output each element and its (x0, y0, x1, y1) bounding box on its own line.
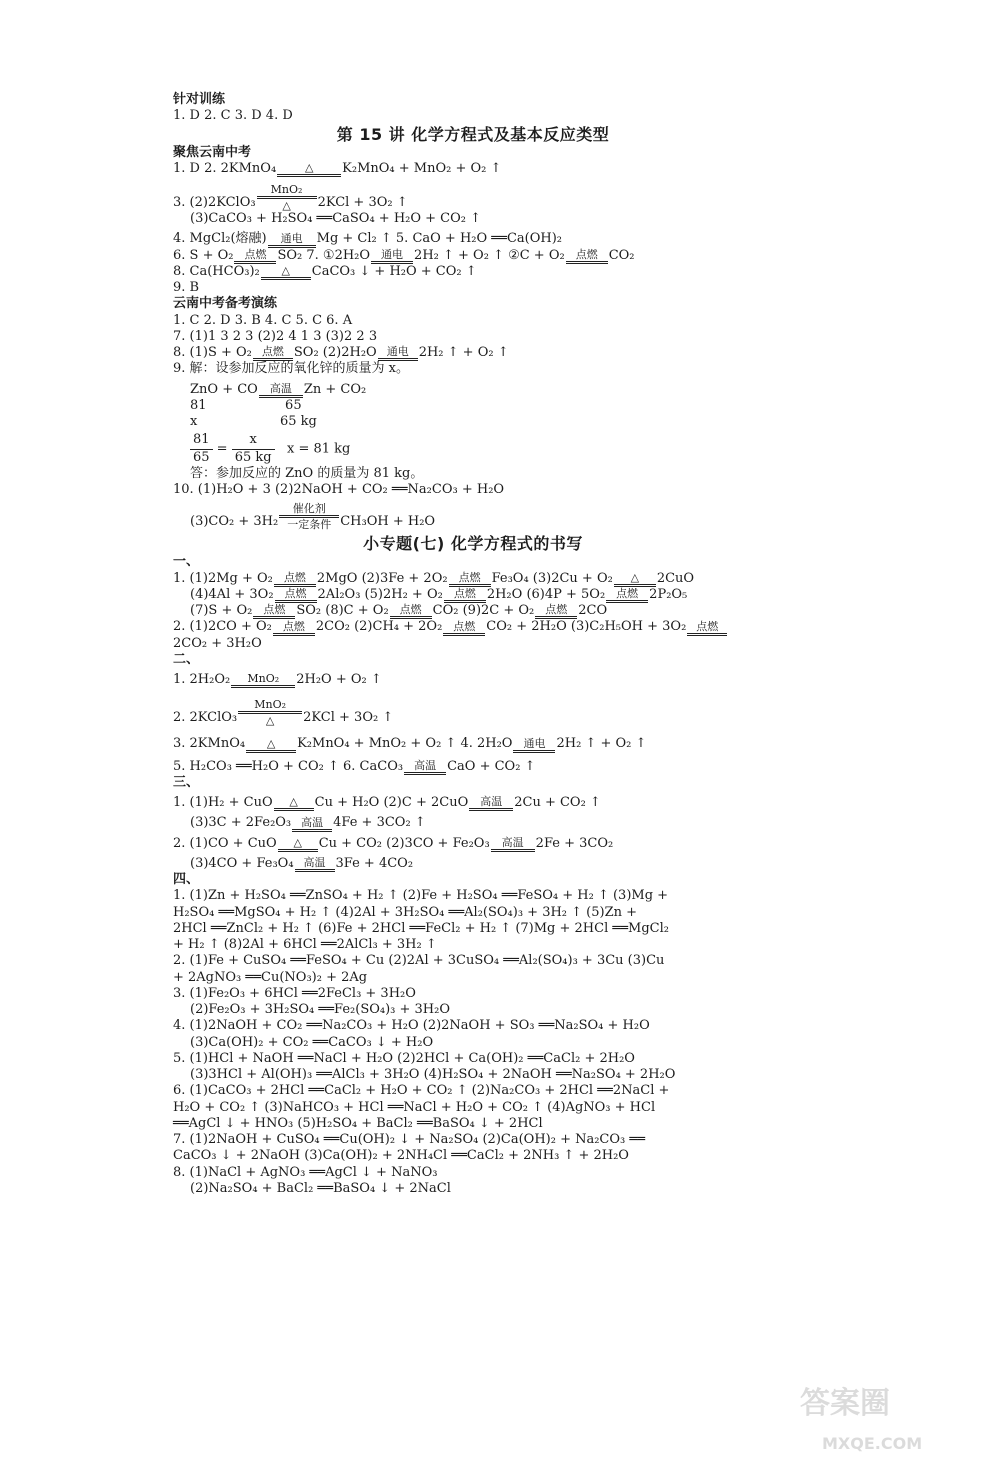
topic-title: 小专题(七) 化学方程式的书写 (363, 534, 583, 554)
practice-answers (173, 313, 773, 531)
answer-line: (4)4Al + 3O₂ 点燃 2Al₂O₃ (5)2H₂ + O₂ 点燃 2H₂O (6)4P + 5O₂ 点燃 2P₂O₅ (190, 586, 688, 602)
answer-line: 1. D 2. 2KMnO₄ △ K₂MnO₄ + MnO₂ + O₂ ↑ (173, 160, 502, 176)
answer-line: ZnO + CO 高温 Zn + CO₂ (190, 381, 367, 397)
reaction-condition: △ (277, 161, 341, 177)
answer-line: 2. (1)Fe + CuSO₄ ══FeSO₄ + Cu (2)2Al + 3CuSO₄ ══Al₂(SO₄)₃ + 3Cu (3)Cu (173, 953, 665, 969)
reaction-condition: 点燃 (566, 248, 608, 264)
reaction-condition: 高温 (259, 382, 303, 398)
answer-line: 4. (1)2NaOH + CO₂ ══Na₂CO₃ + H₂O (2)2NaOH + SO₃ ══Na₂SO₄ + H₂O (173, 1018, 650, 1034)
reaction-condition: 通电 (513, 737, 555, 753)
answer-line: 3. (2)2KClO₃ MnO₂ △ 2KCl + 3O₂ ↑ (173, 183, 408, 212)
reaction-condition: 点燃 (687, 620, 727, 636)
answer-line: CaCO₃ ↓ + 2NaOH (3)Ca(OH)₂ + 2NH₄Cl ══CaCl₂ + 2NH₃ ↑ + 2H₂O (173, 1148, 629, 1164)
answer-line: 8. (1)S + O₂ 点燃 SO₂ (2)2H₂O 通电 2H₂ ↑ + O₂ ↑ (173, 345, 509, 360)
answer-line: 81 65 (190, 397, 302, 413)
section-practice: 云南中考备考演练 (173, 296, 278, 312)
part-three (173, 795, 773, 872)
answer-line: 7. (1)1 3 2 3 (2)2 4 1 3 (3)2 2 3 (173, 328, 378, 344)
part-two-heading: 二、 (173, 651, 200, 667)
answer-line: 2. (1)CO + CuO △ Cu + CO₂ (2)3CO + Fe₂O₃ 高温 2Fe + 3CO₂ (173, 835, 614, 851)
answer-line: (2)Fe₂O₃ + 3H₂SO₄ ══Fe₂(SO₄)₃ + 3H₂O (190, 1002, 451, 1017)
answer-line: 9. B (173, 280, 200, 295)
answer-line: (3)3HCl + Al(OH)₃ ══AlCl₃ + 3H₂O (4)H₂SO₄ + 2NaOH ══Na₂SO₄ + 2H₂O (190, 1067, 676, 1082)
reaction-condition: MnO₂ (231, 672, 295, 688)
reaction-condition: 通电 (268, 232, 316, 248)
reaction-condition: 通电 (371, 248, 413, 264)
answer-line: 4. MgCl₂(熔融) 通电 Mg + Cl₂ ↑ 5. CaO + H₂O ══Ca(OH)₂ (173, 231, 562, 247)
answer-line: 8. (1)NaCl + AgNO₃ ══AgCl ↓ + NaNO₃ (173, 1164, 438, 1180)
answer-line: H₂O + CO₂ ↑ (3)NaHCO₃ + HCl ══NaCl + H₂O + CO₂ ↑ (4)AgNO₃ + HCl (173, 1099, 656, 1115)
part-three-heading: 三、 (173, 774, 200, 790)
answer-line: 10. (1)H₂O + 3 (2)2NaOH + CO₂ ══Na₂CO₃ + H₂O (173, 482, 505, 497)
answer-line: 9. 解：设参加反应的氧化锌的质量为 x。 (173, 361, 409, 377)
reaction-condition: 高温 (404, 759, 446, 775)
reaction-condition: △ (614, 571, 656, 587)
watermark-logo (792, 1361, 982, 1461)
answer-line: 2. (1)2CO + O₂ 点燃 2CO₂ (2)CH₄ + 2O₂ 点燃 CO₂ + 2H₂O (3)C₂H₅OH + 3O₂ 点燃 (173, 619, 773, 635)
answer-line: 1. (1)Zn + H₂SO₄ ══ZnSO₄ + H₂ ↑ (2)Fe + H₂SO₄ ══FeSO₄ + H₂ ↑ (3)Mg + (173, 888, 669, 904)
answer-line: + 2AgNO₃ ══Cu(NO₃)₂ + 2Ag (173, 969, 368, 985)
reaction-condition: 点燃 (274, 571, 316, 587)
answer-line: 8. Ca(HCO₃)₂ △ CaCO₃ ↓ + H₂O + CO₂ ↑ (173, 263, 477, 279)
reaction-condition: △ (261, 264, 311, 280)
answer-line: 6. S + O₂ 点燃 SO₂ 7. ①2H₂O 通电 2H₂ ↑ + O₂ ↑ ②C + O₂ 点燃 CO₂ (173, 247, 635, 263)
fraction: $\frac{x}{65 kg}$ (232, 432, 275, 466)
reaction-condition: 点燃 (275, 587, 317, 603)
answer-line: (3)4CO + Fe₃O₄ 高温 3Fe + 4CO₂ (190, 855, 414, 871)
reaction-condition: MnO₂ △ (238, 698, 302, 726)
answer-line: 5. (1)HCl + NaOH ══NaCl + H₂O (2)2HCl + Ca(OH)₂ ══CaCl₂ + 2H₂O (173, 1050, 635, 1066)
reaction-condition: 催化剂 一定条件 (279, 502, 339, 530)
answer-line: 2. 2KClO₃ MnO₂ △ 2KCl + 3O₂ ↑ (173, 698, 394, 728)
answer-line: 2HCl ══ZnCl₂ + H₂ ↑ (6)Fe + 2HCl ══FeCl₂ + H₂ ↑ (7)Mg + 2HCl ══MgCl₂ (173, 920, 669, 936)
reaction-condition: 点燃 (234, 248, 276, 264)
reaction-condition: 高温 (469, 795, 513, 811)
reaction-condition: 点燃 (449, 571, 491, 587)
answer-page (173, 92, 773, 1197)
answer-line: 2CO₂ + 3H₂O (173, 635, 262, 651)
part-one-heading: 一、 (173, 554, 200, 570)
reaction-condition: 点燃 (535, 603, 577, 619)
part-four-heading: 四、 (173, 872, 200, 887)
answer-line: (3)CaCO₃ + H₂SO₄ ══CaSO₄ + H₂O + CO₂ ↑ (190, 211, 482, 226)
answer-line: 3. 2KMnO₄ △ K₂MnO₄ + MnO₂ + O₂ ↑ 4. 2H₂O 通电 2H₂ ↑ + O₂ ↑ (173, 736, 647, 752)
reaction-condition: 点燃 (390, 603, 432, 619)
section-focus: 聚焦云南中考 (173, 144, 252, 160)
reaction-condition: MnO₂ △ (257, 183, 317, 211)
fraction: $\frac{81}{65}$ (190, 432, 213, 466)
reaction-condition: △ (278, 836, 318, 852)
watermark-url: MXQE.COM (822, 1434, 923, 1453)
reaction-condition: 高温 (292, 816, 332, 832)
reaction-condition: 点燃 (606, 587, 648, 603)
part-one (173, 571, 773, 652)
answer-line: (3)CO₂ + 3H₂ 催化剂 一定条件 CH₃OH + H₂O (190, 502, 436, 532)
answer-line: 5. H₂CO₃ ══H₂O + CO₂ ↑ 6. CaCO₃ 高温 CaO + CO₂ ↑ (173, 758, 536, 774)
answer-line: (3)3C + 2Fe₂O₃ 高温 4Fe + 3CO₂ ↑ (190, 815, 426, 831)
reaction-condition: 点燃 (273, 620, 315, 636)
reaction-condition: 点燃 (253, 345, 293, 361)
part-two (173, 672, 773, 775)
answer-line: 3. (1)Fe₂O₃ + 6HCl ══2FeCl₃ + 3H₂O (173, 985, 416, 1001)
answer-line: (2)Na₂SO₄ + BaCl₂ ══BaSO₄ ↓ + 2NaCl (190, 1180, 451, 1196)
reaction-condition: 高温 (491, 836, 535, 852)
answer-line: + H₂ ↑ (8)2Al + 6HCl ══2AlCl₃ + 3H₂ ↑ (173, 937, 437, 952)
answer-line: 6. (1)CaCO₃ + 2HCl ══CaCl₂ + H₂O + CO₂ ↑ (2)Na₂CO₃ + 2HCl ══2NaCl + (173, 1083, 670, 1099)
reaction-condition: 通电 (378, 345, 418, 361)
reaction-condition: △ (274, 795, 314, 811)
lecture-title: 第 15 讲 化学方程式及基本反应类型 (336, 124, 610, 144)
reaction-condition: △ (246, 737, 296, 753)
part-four (173, 888, 773, 1197)
answer-line: x 65 kg (190, 414, 317, 429)
answer-line: ══AgCl ↓ + HNO₃ (5)H₂SO₄ + BaCl₂ ══BaSO₄ ↓ + 2HCl (173, 1115, 543, 1131)
reaction-condition: 点燃 (253, 603, 295, 619)
answer-line: H₂SO₄ ══MgSO₄ + H₂ ↑ (4)2Al + 3H₂SO₄ ══Al₂(SO₄)₃ + 3H₂ ↑ (5)Zn + (173, 904, 638, 920)
answer-line: 1. (1)H₂ + CuO △ Cu + H₂O (2)C + 2CuO 高温 2Cu + CO₂ ↑ (173, 795, 601, 810)
watermark-text: 答案圈 (800, 1386, 890, 1421)
reaction-condition: 点燃 (443, 620, 485, 636)
heading-train: 针对训练 (173, 92, 226, 107)
answer-line: (7)S + O₂ 点燃 SO₂ (8)C + O₂ 点燃 CO₂ (9)2C + O₂ 点燃 2CO (190, 603, 608, 618)
proportion-equation: $\frac{81}{65}$ = $\frac{x}{65 kg}$ x = 81 kg (173, 432, 773, 466)
reaction-condition: 高温 (295, 856, 335, 872)
answer-line: 7. (1)2NaOH + CuSO₄ ══Cu(OH)₂ ↓ + Na₂SO₄ (2)Ca(OH)₂ + Na₂CO₃ ══ (173, 1132, 646, 1147)
answer-line: 答：参加反应的 ZnO 的质量为 81 kg。 (190, 465, 424, 481)
answer-line: 1. C 2. D 3. B 4. C 5. C 6. A (173, 312, 353, 328)
answer-line: (3)Ca(OH)₂ + CO₂ ══CaCO₃ ↓ + H₂O (190, 1034, 434, 1050)
train-answers: 1. D 2. C 3. D 4. D (173, 108, 293, 124)
answer-line: 1. (1)2Mg + O₂ 点燃 2MgO (2)3Fe + 2O₂ 点燃 Fe₃O₄ (3)2Cu + O₂ △ 2CuO (173, 570, 695, 586)
focus-answers (173, 161, 773, 297)
reaction-condition: 点燃 (444, 587, 486, 603)
answer-line: 1. 2H₂O₂ MnO₂ 2H₂O + O₂ ↑ (173, 672, 382, 687)
